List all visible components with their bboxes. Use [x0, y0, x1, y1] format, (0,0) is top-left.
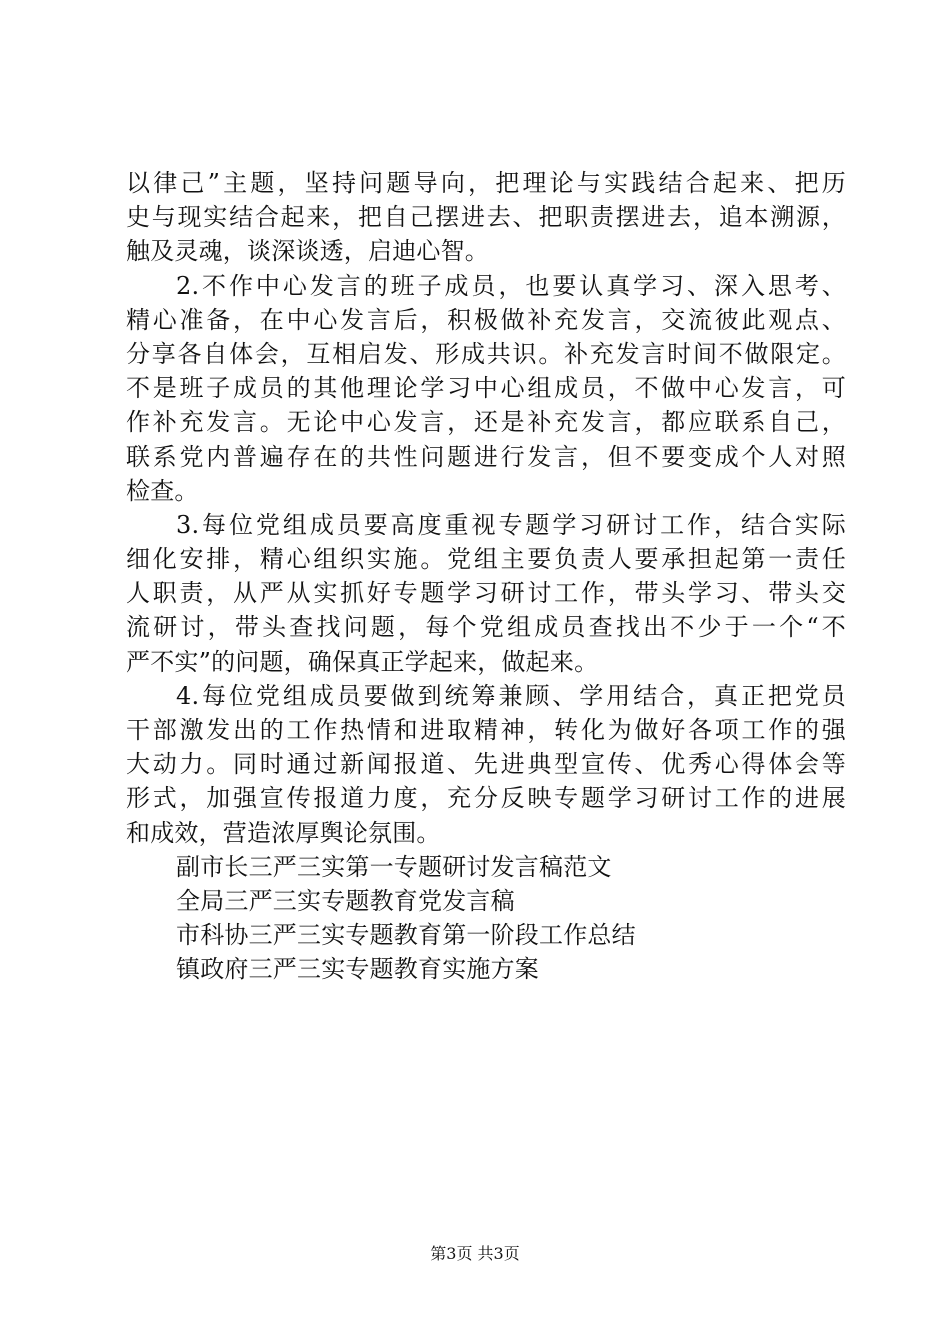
related-title[interactable]: 全局三严三实专题教育党发言稿	[176, 886, 515, 915]
text-line: 以律己”主题，坚持问题导向，把理论与实践结合起来、把历	[126, 169, 846, 197]
text-line: 大动力。同时通过新闻报道、先进典型宣传、优秀心得体会等	[126, 750, 846, 779]
text-line: 2.不作中心发言的班子成员，也要认真学习、深入思考、	[176, 271, 846, 300]
paragraph-item-2	[126, 269, 846, 508]
paragraph-item-3	[126, 508, 846, 679]
text-line: 不是班子成员的其他理论学习中心组成员，不做中心发言，可	[126, 374, 846, 403]
related-title[interactable]: 市科协三严三实专题教育第一阶段工作总结	[176, 921, 636, 950]
text-line: 4.每位党组成员要做到统筹兼顾、学用结合，真正把党员	[176, 681, 846, 710]
text-line: 形式，加强宣传报道力度，充分反映专题学习研讨工作的进展	[126, 784, 846, 813]
paragraph-continuation	[126, 166, 846, 269]
text-line: 触及灵魂，谈深谈透，启迪心智。	[126, 237, 489, 266]
text-line: 联系党内普遍存在的共性问题进行发言，但不要变成个人对照	[126, 442, 846, 471]
related-title[interactable]: 镇政府三严三实专题教育实施方案	[176, 955, 539, 984]
text-line: 干部激发出的工作热情和进取精神，转化为做好各项工作的强	[126, 716, 846, 744]
text-line: 人职责，从严从实抓好专题学习研讨工作，带头学习、带头交	[126, 579, 846, 608]
text-line: 史与现实结合起来，把自己摆进去、把职责摆进去，追本溯源，	[126, 203, 846, 232]
text-line: 流研讨，带头查找问题，每个党组成员查找出不少于一个“不	[126, 613, 846, 642]
text-line: 细化安排，精心组织实施。党组主要负责人要承担起第一责任	[126, 545, 846, 574]
paragraph-item-4	[126, 679, 846, 850]
page-number-footer: 第3页 共3页	[430, 1244, 520, 1263]
text-line: 和成效，营造浓厚舆论氛围。	[126, 818, 441, 847]
text-line: 3.每位党组成员要高度重视专题学习研讨工作，结合实际	[176, 510, 846, 539]
document-body	[126, 166, 846, 987]
text-line: 严不实”的问题，确保真正学起来，做起来。	[126, 647, 599, 676]
related-titles-list	[126, 850, 846, 987]
text-line: 检查。	[126, 476, 199, 505]
text-line: 精心准备，在中心发言后，积极做补充发言，交流彼此观点、	[126, 305, 846, 334]
text-line: 作补充发言。无论中心发言，还是补充发言，都应联系自己，	[126, 408, 846, 437]
related-title[interactable]: 副市长三严三实第一专题研讨发言稿范文	[176, 852, 612, 881]
text-line: 分享各自体会，互相启发、形成共识。补充发言时间不做限定。	[126, 339, 846, 368]
